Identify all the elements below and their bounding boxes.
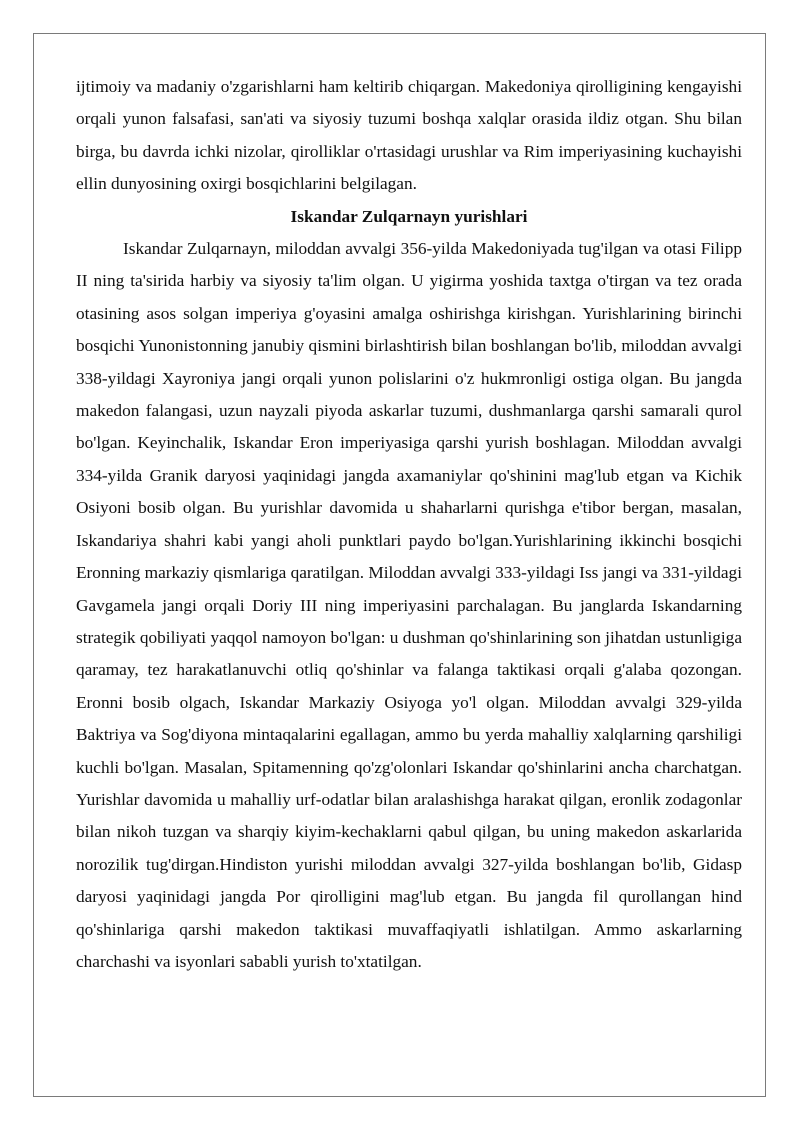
intro-paragraph: ijtimoiy va madaniy o'zgarishlarni ham keltirib chiqargan. Makedoniya qirolligining kengayishi orqali yunon falsafasi, san'ati va siyosiy tuzumi boshqa xalqlar orasida ildiz otgan. Shu bilan birga, bu davrda ichki nizolar, qirolliklar o'rtasidagi urushlar va Rim imperiyasining kuchayishi ellin dunyosining oxirgi bosqichlarini belgilagan. (76, 77, 742, 194)
document-body (76, 71, 742, 978)
body-paragraph: Iskandar Zulqarnayn, miloddan avvalgi 356-yilda Makedoniyada tug'ilgan va otasi Filipp II ning ta'sirida harbiy va siyosiy ta'lim olgan. U yigirma yoshida taxtga o'tirgan va tez orada otasining asos solgan imperiya g'oyasini amalga oshirishga kirishgan. Yurishlarining birinchi bosqichi Yunonistonning janubiy qismini birlashtirish bilan boshlangan bo'lib, miloddan avvalgi 338-yildagi Xayroniya jangi orqali yunon polislarini o'z hukmronligi ostiga olgan. Bu jangda makedon falangasi, uzun nayzali piyoda askarlar tuzumi, dushmanlarga qarshi samarali qurol bo'lgan. Keyinchalik, Iskandar Eron imperiyasiga qarshi yurish boshlagan. Miloddan avvalgi 334-yilda Granik daryosi yaqinidagi jangda axamaniylar qo'shinini mag'lub etgan va Kichik Osiyoni bosib olgan. Bu yurishlar davomida u shaharlarni qurishga e'tibor bergan, masalan, Iskandariya shahri kabi yangi aholi punktlari paydo bo'lgan.Yurishlarining ikkinchi bosqichi Eronning markaziy qismlariga qaratilgan. Miloddan avvalgi 333-yildagi Iss jangi va 331-yildagi Gavgamela jangi orqali Doriy III ning imperiyasini parchalagan. Bu janglarda Iskandarning strategik qobiliyati yaqqol namoyon bo'lgan: u dushman qo'shinlarining son jihatdan ustunligiga qaramay, tez harakatlanuvchi otliq qo'shinlar va falanga taktikasi orqali g'alaba qozongan. Eronni bosib olgach, Iskandar Markaziy Osiyoga yo'l olgan. Miloddan avvalgi 329-yilda Baktriya va Sog'diyona mintaqalarini egallagan, ammo bu yerda mahalliy xalqlarning qarshiligi kuchli bo'lgan. Masalan, Spitamenning qo'zg'olonlari Iskandar qo'shinlarini ancha charchatgan. Yurishlar davomida u mahalliy urf-odatlar bilan aralashishga harakat qilgan, eronlik zodagonlar bilan nikoh tuzgan va sharqiy kiyim-kechaklarni qabul qilgan, bu uning makedon askarlarida norozilik tug'dirgan.Hindiston yurishi miloddan avvalgi 327-yilda boshlangan bo'lib, Gidasp daryosi yaqinidagi jangda Por qirolligini mag'lub etgan. Bu jangda fil qurollangan hind qo'shinlariga qarshi makedon taktikasi muvaffaqiyatli ishlatilgan. Ammo askarlarning charchashi va isyonlari sababli yurish to'xtatilgan. (76, 239, 742, 971)
section-heading: Iskandar Zulqarnayn yurishlari (290, 206, 528, 226)
